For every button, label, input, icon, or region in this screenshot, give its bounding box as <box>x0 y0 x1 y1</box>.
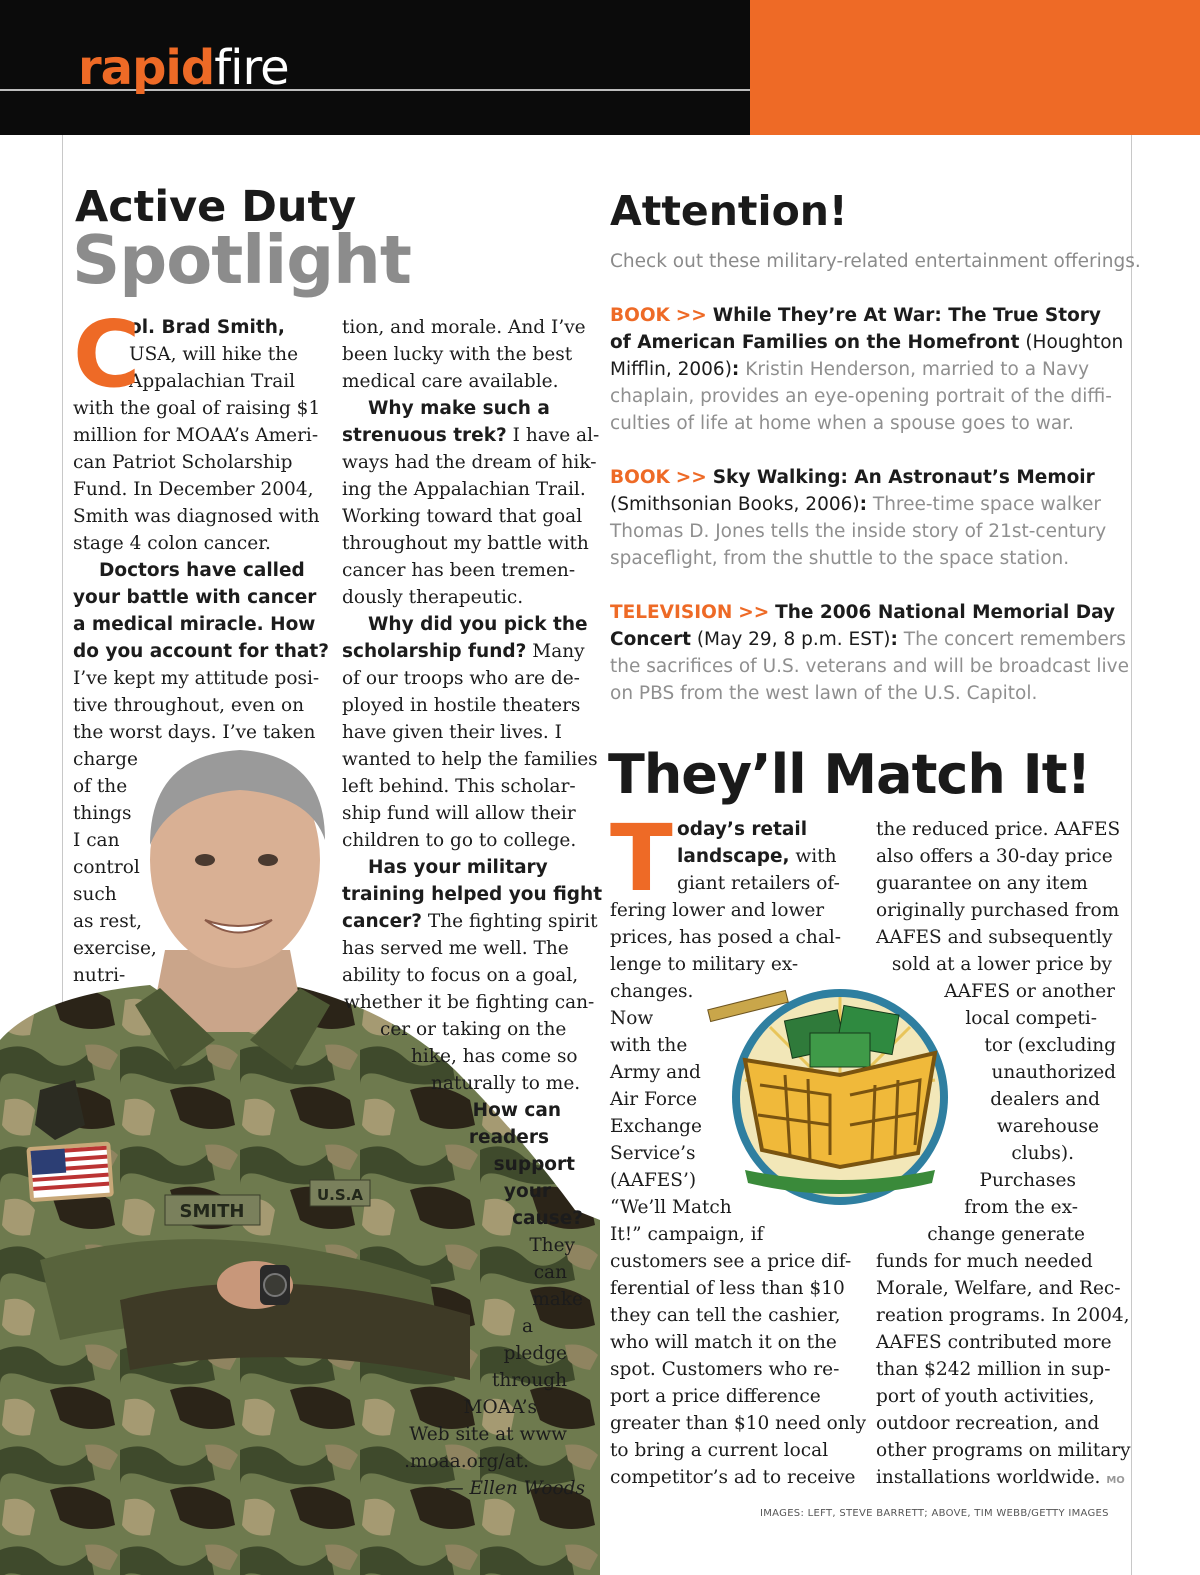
match-text-line: unauthorized <box>991 1062 1116 1083</box>
match-text-line: oday’s retail <box>677 819 808 840</box>
match-text-line: warehouse <box>996 1116 1099 1137</box>
photo-credits: IMAGES: LEFT, STEVE BARRETT; ABOVE, TIM WEBB/GETTY IMAGES <box>760 1508 1109 1519</box>
entry-category: TELEVISION <box>610 602 733 623</box>
match-text-line: (AAFES’) <box>610 1170 697 1191</box>
spotlight-text-line: ing the Appalachian Trail. <box>342 479 586 500</box>
entry-publisher: Mifflin, 2006) <box>610 359 732 380</box>
spotlight-text-line: Smith was diagnosed with <box>73 506 320 527</box>
spotlight-text-line: Appalachian Trail <box>129 371 296 392</box>
match-title: They’ll Match It! <box>608 743 1091 806</box>
match-text-line: funds for much needed <box>876 1251 1093 1272</box>
spotlight-text-line: USA, will hike the <box>129 344 299 365</box>
spotlight-text-line: Web site at www <box>409 1424 567 1445</box>
match-text-line: other programs on military <box>876 1440 1131 1461</box>
match-text-line: spot. Customers who re- <box>610 1359 840 1380</box>
spotlight-text-line: of our troops who are de- <box>342 668 580 689</box>
match-text-line: giant retailers of- <box>677 873 840 894</box>
entry-colon: : <box>859 494 868 515</box>
entry-title: Sky Walking: An Astronaut’s Memoir <box>712 467 1095 488</box>
entry-arrow-icon: >> <box>738 602 770 623</box>
spotlight-text-line: left behind. This scholar- <box>342 776 576 797</box>
spotlight-question: your battle with cancer <box>73 587 317 608</box>
spotlight-text-line: can Patriot Scholarship <box>73 452 293 473</box>
match-text-line: Morale, Welfare, and Rec- <box>876 1278 1121 1299</box>
spotlight-text-line: ol. Brad Smith, <box>129 317 285 338</box>
entry-publisher: (May 29, 8 p.m. EST) <box>690 629 891 650</box>
match-text-line: customers see a price dif- <box>610 1251 852 1272</box>
name-tape-text: SMITH <box>179 1201 245 1222</box>
spotlight-text-line: Fund. In December 2004, <box>73 479 314 500</box>
spotlight-text-line: hike, has come so <box>411 1046 578 1067</box>
spotlight-text-line: MOAA’s <box>463 1397 537 1418</box>
spotlight-text-line: wanted to help the families <box>342 749 598 770</box>
end-mark: MO <box>1106 1475 1125 1486</box>
spotlight-question: your <box>503 1181 551 1202</box>
entry-arrow-icon: >> <box>675 305 707 326</box>
entry-title: of American Families on the Homefront <box>610 332 1020 353</box>
spotlight-text-line: Working toward that goal <box>342 506 583 527</box>
spotlight-text-fragment: I have al- <box>506 425 600 446</box>
spotlight-text-line: I’ve kept my attitude posi- <box>73 668 320 689</box>
match-column-2 <box>876 816 1131 1494</box>
spotlight-text-line: whether it be fighting can- <box>344 992 595 1013</box>
spotlight-question: Doctors have called <box>99 560 305 581</box>
match-text-line: Service’s <box>610 1143 696 1164</box>
match-text-line: they can tell the cashier, <box>610 1305 841 1326</box>
match-text-line: Exchange <box>610 1116 702 1137</box>
spotlight-text-line: I can <box>73 830 120 851</box>
spotlight-text-line: a <box>521 1316 533 1337</box>
spotlight-text-line: been lucky with the best <box>342 344 573 365</box>
entry-book-1 <box>610 302 1125 437</box>
entry-title: The 2006 National Memorial Day <box>775 602 1116 623</box>
spotlight-text-line: the worst days. I’ve taken <box>73 722 316 743</box>
match-text-line: change generate <box>927 1224 1085 1245</box>
logo-rapid: rapid <box>78 40 215 96</box>
spotlight-question: support <box>493 1154 575 1175</box>
logo-fire: fire <box>214 40 289 96</box>
match-text-line: the reduced price. AAFES <box>876 819 1121 840</box>
spotlight-question: Why make such a <box>368 398 550 419</box>
entry-description: Three-time space walker <box>867 494 1102 515</box>
spotlight-text-line: of the <box>73 776 128 797</box>
spotlight-question: a medical miracle. How <box>73 614 316 635</box>
spotlight-question: Why did you pick the <box>368 614 588 635</box>
spotlight-text-line: ways had the dream of hik- <box>342 452 597 473</box>
match-text-fragment: landscape, <box>677 846 790 867</box>
spotlight-text-line: has served me well. The <box>342 938 569 959</box>
match-text-line: also offers a 30-day price <box>876 846 1113 867</box>
entry-colon: : <box>890 629 898 650</box>
spotlight-text-line: .moaa.org/at. <box>404 1451 529 1472</box>
match-text-line: AAFES or another <box>944 981 1115 1002</box>
spotlight-question: cause? <box>512 1208 583 1229</box>
match-column-1 <box>610 805 867 1491</box>
spotlight-column-2 <box>342 314 603 1502</box>
match-text-line: port a price difference <box>610 1386 821 1407</box>
spotlight-title-line1: Active Duty <box>75 182 357 232</box>
spotlight-column-1 <box>73 301 333 989</box>
spotlight-question: cancer? <box>342 911 422 932</box>
spotlight-text-line: ability to focus on a goal, <box>342 965 579 986</box>
match-text-line: dealers and <box>990 1089 1100 1110</box>
match-text-line: than $242 million in sup- <box>876 1359 1111 1380</box>
match-text-line: tor (excluding <box>984 1035 1116 1056</box>
spotlight-question: strenuous trek? <box>342 425 507 446</box>
match-text-line: with the <box>610 1035 688 1056</box>
match-text-line: port of youth activities, <box>876 1386 1095 1407</box>
spotlight-text-line: naturally to me. <box>431 1073 581 1094</box>
spotlight-text-line: dously therapeutic. <box>342 587 524 608</box>
match-text-line: fering lower and lower <box>610 900 825 921</box>
spotlight-text-line: million for MOAA’s Ameri- <box>73 425 319 446</box>
match-text-line: clubs). <box>1011 1143 1074 1164</box>
spotlight-question: scholarship fund? <box>342 641 527 662</box>
match-text-line: ferential of less than $10 <box>610 1278 845 1299</box>
match-text-line: outdoor recreation, and <box>876 1413 1100 1434</box>
spotlight-text-line: tion, and morale. And I’ve <box>342 317 586 338</box>
spotlight-text-line: nutri- <box>73 965 126 986</box>
spotlight-text-line: throughout my battle with <box>342 533 589 554</box>
entry-description: on PBS from the west lawn of the U.S. Capitol. <box>610 683 1038 704</box>
spotlight-text-line: tive throughout, even on <box>73 695 305 716</box>
header-accent-block <box>750 0 1200 135</box>
entry-publisher: (Smithsonian Books, 2006) <box>610 494 860 515</box>
spotlight-dropcap: C <box>73 301 141 408</box>
frame-line-right <box>1131 135 1132 1575</box>
match-text-line: to bring a current local <box>610 1440 829 1461</box>
section-logo <box>78 38 289 98</box>
match-text-line: AAFES contributed more <box>876 1332 1112 1353</box>
match-text-line: Now <box>610 1008 654 1029</box>
match-text-fragment: installations worldwide. <box>876 1467 1101 1488</box>
match-text-line: lenge to military ex- <box>610 954 799 975</box>
match-text-fragment: with <box>789 846 837 867</box>
spotlight-text-line: ployed in hostile theaters <box>342 695 581 716</box>
entry-description: Thomas D. Jones tells the inside story of 21st-century <box>610 521 1107 542</box>
spotlight-text-line: charge <box>73 749 138 770</box>
spotlight-text-line: with the goal of raising $1 <box>73 398 321 419</box>
match-text-line: competitor’s ad to receive <box>610 1467 856 1488</box>
attention-lead: Check out these military-related entertainment offerings. <box>610 251 1141 272</box>
spotlight-text-line: can <box>533 1262 567 1283</box>
match-text-line: changes. <box>610 981 694 1002</box>
spotlight-text-line: as rest, <box>73 911 143 932</box>
attention-title: Attention! <box>610 187 848 235</box>
match-text-line: AAFES and subsequently <box>876 927 1113 948</box>
match-text-line: “We’ll Match <box>610 1197 732 1218</box>
entry-television <box>610 599 1130 707</box>
entry-description: chaplain, provides an eye-opening portrait of the diffi- <box>610 386 1112 407</box>
entry-arrow-icon: >> <box>675 467 707 488</box>
entry-description: spaceflight, from the shuttle to the space station. <box>610 548 1070 569</box>
spotlight-text-line: stage 4 colon cancer. <box>73 533 271 554</box>
spotlight-text-line: through <box>491 1370 567 1391</box>
match-dropcap: T <box>610 805 673 912</box>
spotlight-text-fragment: Many <box>526 641 585 662</box>
entry-description: culties of life at home when a spouse goes to war. <box>610 413 1074 434</box>
entry-description: The concert remembers <box>897 629 1126 650</box>
entry-description: Kristin Henderson, married to a Navy <box>739 359 1090 380</box>
entry-category: BOOK <box>610 305 670 326</box>
match-text-line: prices, has posed a chal- <box>610 927 842 948</box>
match-text-line: Air Force <box>610 1089 698 1110</box>
entry-title: While They’re At War: The True Story <box>712 305 1101 326</box>
spotlight-text-line: things <box>73 803 132 824</box>
match-text-line: from the ex- <box>964 1197 1078 1218</box>
match-text-line: reation programs. In 2004, <box>876 1305 1130 1326</box>
spotlight-text-line: exercise, <box>73 938 157 959</box>
spotlight-text-line: They <box>529 1235 575 1256</box>
spotlight-title-line2: Spotlight <box>72 221 411 299</box>
match-text-line: Army and <box>610 1062 701 1083</box>
entry-category: BOOK <box>610 467 670 488</box>
match-text-line: local competi- <box>965 1008 1097 1029</box>
spotlight-text-line: ship fund will allow their <box>342 803 576 824</box>
spotlight-text-line: make <box>532 1289 583 1310</box>
spotlight-question: do you account for that? <box>73 641 329 662</box>
spotlight-text-line: pledge <box>503 1343 567 1364</box>
spotlight-text-line: cer or taking on the <box>380 1019 567 1040</box>
match-text-line: originally purchased from <box>876 900 1120 921</box>
spotlight-question: Has your military <box>368 857 548 878</box>
spotlight-byline: — Ellen Woods <box>445 1478 585 1499</box>
spotlight-text-line: such <box>73 884 117 905</box>
entry-book-2 <box>610 464 1125 572</box>
entry-colon: : <box>731 359 740 380</box>
match-text-line: greater than $10 need only <box>610 1413 867 1434</box>
spotlight-text-line: cancer has been tremen- <box>342 560 576 581</box>
spotlight-question: readers <box>468 1127 549 1148</box>
entry-publisher: (Houghton <box>1019 332 1124 353</box>
branch-tape-text: U.S.A <box>317 1186 363 1204</box>
match-text-line: sold at a lower price by <box>891 954 1112 975</box>
spotlight-text-fragment: The fighting spirit <box>422 911 598 932</box>
spotlight-text-line: children to go to college. <box>342 830 577 851</box>
entry-title: Concert <box>610 629 691 650</box>
spotlight-text-line: have given their lives. I <box>342 722 562 743</box>
match-text-line: It!” campaign, if <box>610 1224 764 1245</box>
spotlight-question: How can <box>472 1100 561 1121</box>
match-text-line: Purchases <box>979 1170 1076 1191</box>
match-text-line: who will match it on the <box>610 1332 837 1353</box>
match-text-line: guarantee on any item <box>876 873 1088 894</box>
spotlight-text-line: medical care available. <box>342 371 559 392</box>
spotlight-text-line: control <box>73 857 140 878</box>
spotlight-question: training helped you fight <box>342 884 603 905</box>
entry-description: the sacrifices of U.S. veterans and will be broadcast live <box>610 656 1130 677</box>
